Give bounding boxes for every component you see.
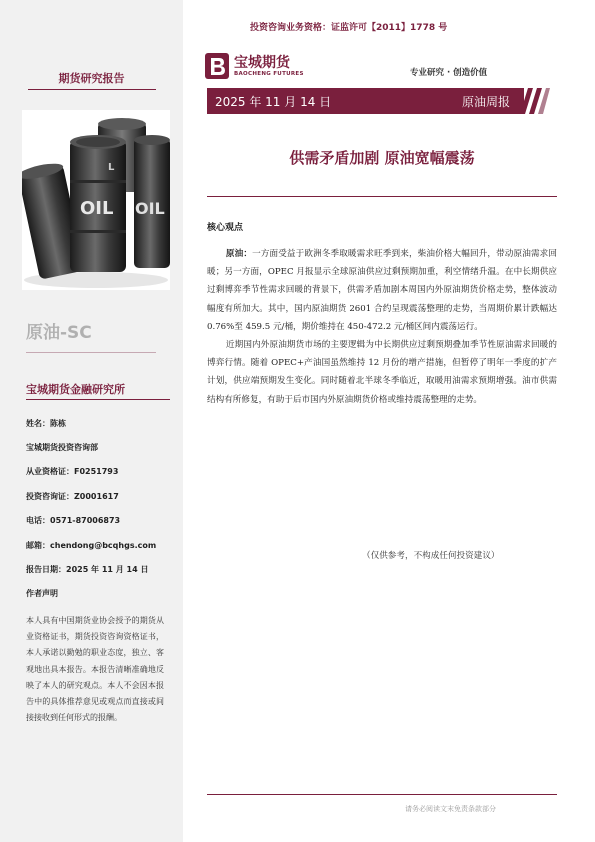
product-divider <box>26 352 156 353</box>
report-body <box>207 245 557 409</box>
banner-date: 2025 年 11 月 14 日 <box>215 95 332 109</box>
phone-number: 0571-87006873 <box>50 516 121 525</box>
report-kind: 原油周报 <box>461 95 510 109</box>
sidebar <box>0 0 183 842</box>
barrel-label-2: OIL <box>135 199 165 218</box>
email-address[interactable]: chendong@bcqhgs.com <box>50 541 157 550</box>
report-date-label: 报告日期： <box>26 565 66 574</box>
email-row <box>26 540 156 551</box>
report-date: 2025 年 11 月 14 日 <box>66 565 149 574</box>
sidebar-divider <box>28 89 156 90</box>
logo-english-name: BAOCHENG FUTURES <box>234 71 304 77</box>
phone-label: 电话： <box>26 516 50 525</box>
advisory-label: 投资咨询证： <box>26 492 74 501</box>
email-label: 邮箱： <box>26 541 50 550</box>
institute-divider <box>26 399 170 400</box>
footer-rule <box>207 794 557 795</box>
company-logo <box>204 51 324 81</box>
oil-barrels-image <box>22 110 170 290</box>
disclaimer: （仅供参考，不构成任何投资建议） <box>362 551 500 561</box>
advisory-row <box>26 491 119 502</box>
body-paragraph-1 <box>207 245 557 336</box>
barrel-label-1: OIL <box>80 198 114 219</box>
analyst-row <box>26 418 66 429</box>
section-title: 核心观点 <box>207 223 244 233</box>
phone-row <box>26 515 120 526</box>
lead-label: 原油： <box>225 249 253 259</box>
body-paragraph-2: 近期国内外原油期货市场的主要逻辑为中长期供应过剩预期叠加季节性原油需求回暖的博弈行情。随着 OPEC+产油国虽然维持 12 月份的增产措施，但暂停了明年一季度的扩产计划，供应端预期发生变化。同时随着北半球冬季临近，取暖用油需求预期增强。油市供需结构有所修复，有助于后市国内外原油期货价格或维持震荡整理的走势。 <box>207 340 557 405</box>
advisory-number: Z0001617 <box>74 492 119 501</box>
paragraph-1-text: 一方面受益于欧洲冬季取暖需求旺季到来，柴油价格大幅回升，带动原油需求回暖；另一方面，OPEC 月报显示全球原油供应过剩预期加重，利空情绪升温。在中长期供应过剩博弈季节性需求回暖的背景下，供需矛盾加剧本周国内外原油期货价格走势，整体波动幅度有所加大。其中，国内原油期货 2601 合约呈现震荡整理的走势，当周期价累计跌幅达 0.76%至 459.5 元/桶，期价维持在 450-472.2 元/桶区间内震荡运行。 <box>207 249 557 332</box>
declaration-text: 本人具有中国期货业协会授予的期货从业资格证书，期货投资咨询资格证书，本人承诺以勤勉的职业态度，独立、客观地出具本报告。本报告清晰准确地反映了本人的研究观点。本人不会因本报告中的具体推荐意见或观点而直接或间接接收到任何形式的报酬。 <box>26 616 164 723</box>
barrel-label-3: L <box>108 162 115 173</box>
diagonal-stripes-icon <box>520 88 550 114</box>
baocheng-logo-icon <box>204 52 230 80</box>
qualification-row <box>26 466 118 477</box>
report-headline: 供需矛盾加剧 原油宽幅震荡 <box>289 149 475 167</box>
institute-name: 宝城期货金融研究所 <box>26 383 125 396</box>
analyst-label: 姓名： <box>26 419 50 428</box>
qualification-label: 从业资格证： <box>26 467 74 476</box>
slogan: 专业研究 · 创造价值 <box>410 68 488 78</box>
report-date-row <box>26 564 148 575</box>
date-banner <box>207 88 524 114</box>
headline-rule <box>207 196 557 197</box>
analyst-name: 陈栋 <box>50 419 66 428</box>
footer-note: 请务必阅读文末免责条款部分 <box>405 805 496 813</box>
product-name: 原油-SC <box>26 323 92 343</box>
department: 宝城期货投资咨询部 <box>26 443 98 452</box>
qualification-number: F0251793 <box>74 467 119 476</box>
declaration-title: 作者声明 <box>26 589 58 598</box>
report-type-label: 期货研究报告 <box>58 72 125 85</box>
logo-chinese-name: 宝城期货 <box>234 55 290 71</box>
license-line: 投资咨询业务资格：证监许可【2011】1778 号 <box>250 23 448 33</box>
